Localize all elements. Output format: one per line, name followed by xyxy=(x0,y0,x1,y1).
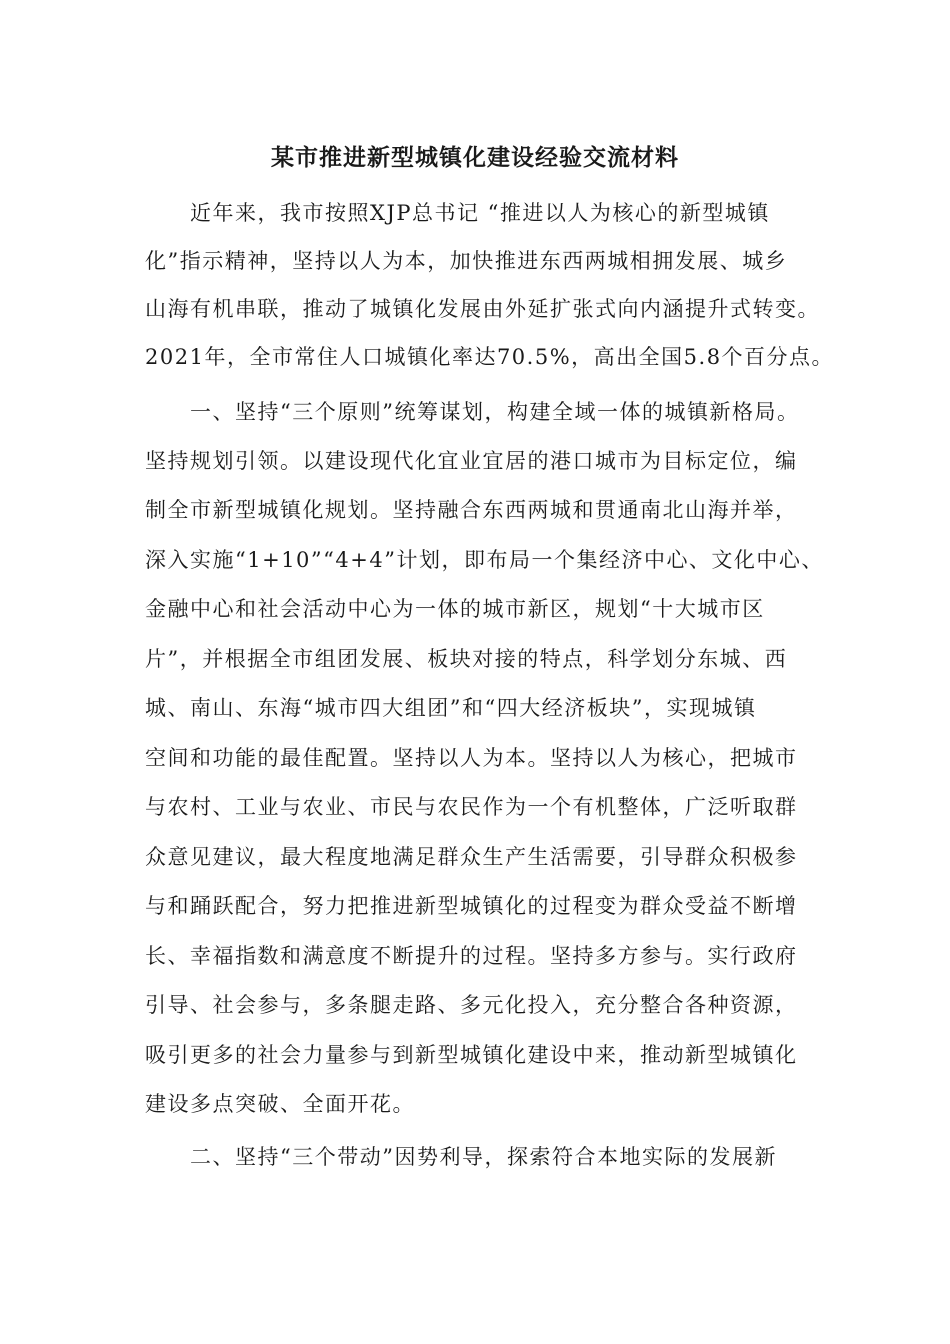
text-line: 2021年，全市常住人口城镇化率达70.5%，高出全国5.8个百分点。 xyxy=(145,345,835,369)
text-line: 众意见建议，最大程度地满足群众生产生活需要，引导群众积极参 xyxy=(145,845,798,869)
text-line: 吸引更多的社会力量参与到新型城镇化建设中来，推动新型城镇化 xyxy=(145,1043,798,1067)
text-line: 建设多点突破、全面开花。 xyxy=(145,1092,415,1116)
text-line: 空间和功能的最佳配置。坚持以人为本。坚持以人为核心，把城市 xyxy=(145,746,798,770)
text-line: 城、南山、东海“城市四大组团”和“四大经济板块”，实现城镇 xyxy=(145,696,757,720)
text-line: 长、幸福指数和满意度不断提升的过程。坚持多方参与。实行政府 xyxy=(145,944,798,968)
document-title: 某市推进新型城镇化建设经验交流材料 xyxy=(271,144,679,171)
text-line: 深入实施“1+10”“4+4”计划，即布局一个集经济中心、文化中心、 xyxy=(145,548,824,572)
text-line: 与和踊跃配合，努力把推进新型城镇化的过程变为群众受益不断增 xyxy=(145,894,798,918)
text-line: 金融中心和社会活动中心为一体的城市新区，规划“十大城市区 xyxy=(145,597,765,621)
text-line: 近年来，我市按照XJP总书记 “推进以人为核心的新型城镇 xyxy=(145,201,770,225)
text-line: 与农村、工业与农业、市民与农民作为一个有机整体，广泛听取群 xyxy=(145,795,798,819)
text-line: 片”，并根据全市组团发展、板块对接的特点，科学划分东城、西 xyxy=(145,647,788,671)
text-line: 制全市新型城镇化规划。坚持融合东西两城和贯通南北山海并举， xyxy=(145,498,798,522)
text-line: 坚持规划引领。以建设现代化宜业宜居的港口城市为目标定位，编 xyxy=(145,449,798,473)
text-line: 化”指示精神，坚持以人为本，加快推进东西两城相拥发展、城乡 xyxy=(145,249,788,273)
text-line: 二、坚持“三个带动”因势利导，探索符合本地实际的发展新 xyxy=(145,1145,777,1169)
text-line: 引导、社会参与，多条腿走路、多元化投入，充分整合各种资源， xyxy=(145,993,798,1017)
text-line: 山海有机串联，推动了城镇化发展由外延扩张式向内涵提升式转变。 xyxy=(145,297,820,321)
text-line: 一、坚持“三个原则”统筹谋划，构建全域一体的城镇新格局。 xyxy=(145,400,800,424)
